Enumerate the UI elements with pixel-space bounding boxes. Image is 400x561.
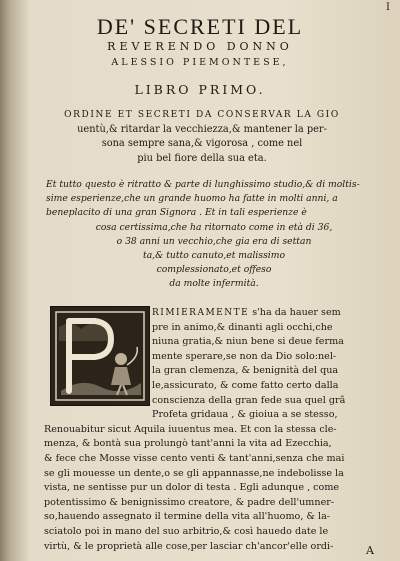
body-line: & fece che Mosse visse cento venti & tant'anni,senza che mai — [44, 452, 345, 464]
italic-note-line: Et tutto questo è ritratto & parte di lunghissimo studio,& di moltis- — [46, 179, 360, 190]
chapter-title-line: piu bel fiore della sua eta. — [137, 152, 267, 164]
book-heading: LIBRO PRIMO. — [134, 82, 266, 97]
body-line: le,assicurato, & come fatto certo dalla — [152, 379, 339, 391]
italic-note-line: ta,& tutto canuto,et malissimo — [143, 250, 285, 262]
body-line: menza, & bontà sua prolungò tant'anni la vita ad Ezecchia, — [44, 438, 332, 450]
chapter-title-caps: ORDINE ET SECRETI DA CONSERVAR LA GIO — [64, 110, 340, 120]
body-line: mente sperare,se non da Dio solo:nel- — [152, 350, 337, 362]
body-line: Renouabitur sicut Aquila iuuentus mea. Et con la stessa cle- — [44, 423, 337, 435]
body-line-text: s'ha da hauer sem — [252, 307, 341, 318]
italic-note-line: sime esperienze,che un grande huomo ha fatte in molti anni, a — [46, 193, 338, 205]
italic-note — [46, 178, 382, 292]
body-line: la gran clemenza, & benignità del qua — [152, 365, 339, 377]
body-line: se gli mouesse un dente,o se gli appannasse,ne indebolisse la — [44, 467, 344, 479]
body-line: vista, ne sentisse pur un dolor di testa . Egli adunque , come — [44, 482, 340, 494]
italic-note-line: cosa certissima,che ha ritornato come in età di 36, — [95, 221, 333, 233]
signature-mark: A — [366, 544, 374, 557]
italic-note-line: complessionato,et offeso — [156, 264, 272, 276]
italic-note-line: beneplacito di una gran Signora . Et in tali esperienze è — [46, 207, 307, 219]
body-line: conscienza della gran fede sua quel grã — [152, 394, 346, 406]
body-line: sciatolo poi in mano del suo arbitrio,& così hauedo date le — [44, 525, 329, 537]
italic-note-line: da molte infermità. — [169, 278, 259, 290]
title-line-3: ALESSIO PIEMONTESE, — [111, 57, 289, 68]
chapter-title-line: sona sempre sana,& vigorosa , come nel — [101, 138, 303, 149]
body-line — [44, 306, 384, 321]
chapter-title — [36, 108, 368, 166]
body-text — [44, 306, 384, 554]
italic-note-line: o 38 anni un vecchio,che gia era di settan — [116, 235, 312, 247]
title-line-1: DE' SECRETI DEL — [96, 14, 304, 39]
body-line: pre in animo,& dinanti agli occhi,che — [152, 321, 333, 333]
body-line: so,hauendo assegnato il termine della vita all'huomo, & la- — [44, 511, 331, 523]
body-first-word: RIMIERAMENTE — [152, 308, 250, 318]
folio-number: I — [386, 2, 390, 13]
body-line: niuna gratia,& niun bene si deue ferma — [152, 336, 344, 348]
title-line-2: REVERENDO DONNO — [107, 40, 293, 53]
body-line: virtù, & le proprietà alle cose,per lasciar ch'ancor'elle ordi- — [44, 540, 334, 552]
body-line: Profeta gridaua , & gioiua a se stesso, — [152, 409, 338, 421]
body-line: potentissimo & benignissimo creatore, & padre dell'umner- — [44, 496, 335, 508]
chapter-title-line: uentù,& ritardar la vecchiezza,& mantener la per- — [77, 123, 327, 135]
